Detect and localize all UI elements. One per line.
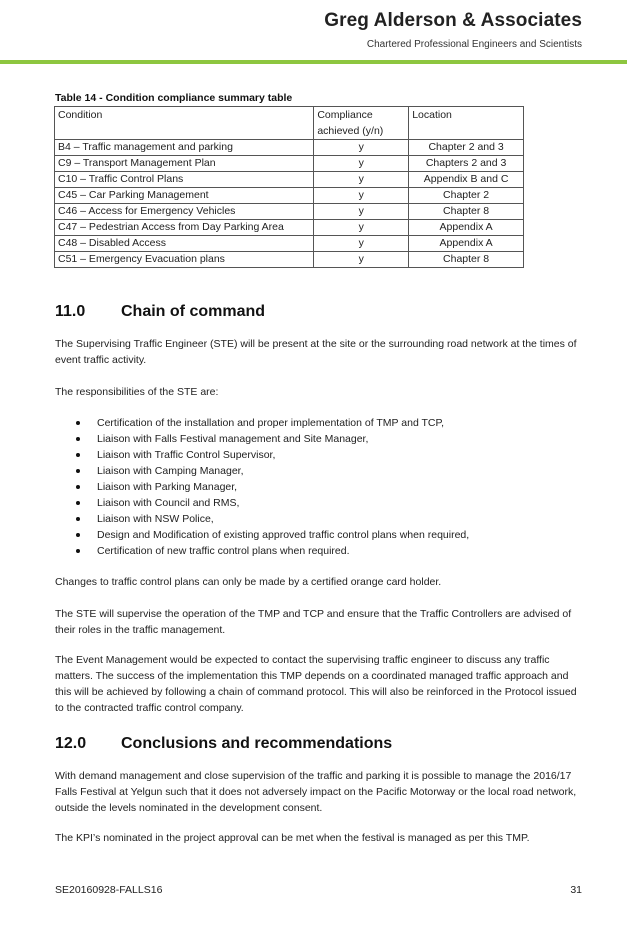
list-item: Liaison with Parking Manager, [55,479,469,495]
list-item: Design and Modification of existing approved traffic control plans when required, [55,527,469,543]
bullet-icon [76,533,80,537]
table-caption: Table 14 - Condition compliance summary table [55,92,293,104]
location-cell: Appendix A [409,220,524,236]
table-row [55,252,524,268]
compliance-cell: y [314,252,409,268]
company-tagline: Chartered Professional Engineers and Scientists [366,39,582,50]
compliance-cell: y [314,188,409,204]
section-11-number: 11.0 [55,303,86,320]
section-11-paragraph-5: The Event Management would be expected to contact the supervising traffic engineer to discuss any traffic matters. The success of the implementation this TMP depends on a coordinated managed traffic approach and this will be achieved by following a chain of command protocol. This will also be reinforced in the Protocol issued to the contracted traffic control company. [55,654,577,714]
compliance-cell: y [314,156,409,172]
bullet-icon [76,469,80,473]
list-item: Liaison with Camping Manager, [55,463,469,479]
location-cell: Appendix A [409,236,524,252]
compliance-cell: y [314,204,409,220]
condition-cell: C10 – Traffic Control Plans [55,172,314,188]
table-row [55,156,524,172]
footer-page-number: 31 [570,884,582,896]
condition-cell: C46 – Access for Emergency Vehicles [55,204,314,220]
bullet-icon [76,549,80,553]
bullet-icon [76,517,80,521]
condition-cell: C9 – Transport Management Plan [55,156,314,172]
list-item: Liaison with Falls Festival management and Site Manager, [55,431,469,447]
location-cell: Chapter 8 [409,204,524,220]
section-11-heading [55,303,265,321]
compliance-cell: y [314,220,409,236]
list-item: Liaison with NSW Police, [55,511,469,527]
location-cell: Chapters 2 and 3 [409,156,524,172]
section-12-title: Conclusions and recommendations [121,735,393,752]
section-12-heading [55,735,392,753]
list-item: Certification of new traffic control plans when required. [55,543,469,559]
section-11-paragraph-3: Changes to traffic control plans can only be made by a certified orange card holder. [55,576,442,588]
compliance-cell: y [314,140,409,156]
compliance-cell: y [314,236,409,252]
table-row [55,204,524,220]
section-12-paragraph-2: The KPI’s nominated in the project approval can be met when the festival is managed as per this TMP. [55,832,530,844]
list-item: Certification of the installation and proper implementation of TMP and TCP, [55,415,469,431]
table-row [55,172,524,188]
bullet-icon [76,421,80,425]
location-cell: Chapter 2 and 3 [409,140,524,156]
table-row [55,140,524,156]
compliance-table [54,106,524,268]
section-11-paragraph-1: The Supervising Traffic Engineer (STE) will be present at the site or the surrounding road network at the times of event traffic activity. [55,338,577,366]
company-name: Greg Alderson & Associates [324,10,582,31]
section-11-paragraph-2: The responsibilities of the STE are: [55,386,219,398]
bullet-icon [76,453,80,457]
list-item: Liaison with Traffic Control Supervisor, [55,447,469,463]
location-cell: Chapter 8 [409,252,524,268]
table-row [55,236,524,252]
condition-cell: B4 – Traffic management and parking [55,140,314,156]
compliance-cell: y [314,172,409,188]
bullet-icon [76,501,80,505]
section-11-title: Chain of command [121,303,266,320]
column-header-condition: Condition [55,107,314,140]
condition-cell: C45 – Car Parking Management [55,188,314,204]
column-header-compliance: Compliance achieved (y/n) [314,107,409,140]
location-cell: Chapter 2 [409,188,524,204]
bullet-icon [76,437,80,441]
table-row [55,188,524,204]
location-cell: Appendix B and C [409,172,524,188]
condition-cell: C47 – Pedestrian Access from Day Parking Area [55,220,314,236]
table-header-row [55,107,524,140]
section-12-number: 12.0 [55,735,87,752]
header-rule [0,60,627,64]
condition-cell: C51 – Emergency Evacuation plans [55,252,314,268]
column-header-location: Location [409,107,524,140]
table-row [55,220,524,236]
bullet-icon [76,485,80,489]
footer-document-id: SE20160928-FALLS16 [55,884,163,896]
list-item: Liaison with Council and RMS, [55,495,469,511]
responsibilities-list [55,415,469,559]
section-11-paragraph-4: The STE will supervise the operation of the TMP and TCP and ensure that the Traffic Controllers are advised of their roles in the traffic management. [55,608,572,636]
section-12-paragraph-1: With demand management and close supervision of the traffic and parking it is possible to manage the 2016/17 Falls Festival at Yelgun such that it does not adversely impact on the Pacific Motorway or the local road network, outside the levels nominated in the development consent. [55,770,577,814]
condition-cell: C48 – Disabled Access [55,236,314,252]
